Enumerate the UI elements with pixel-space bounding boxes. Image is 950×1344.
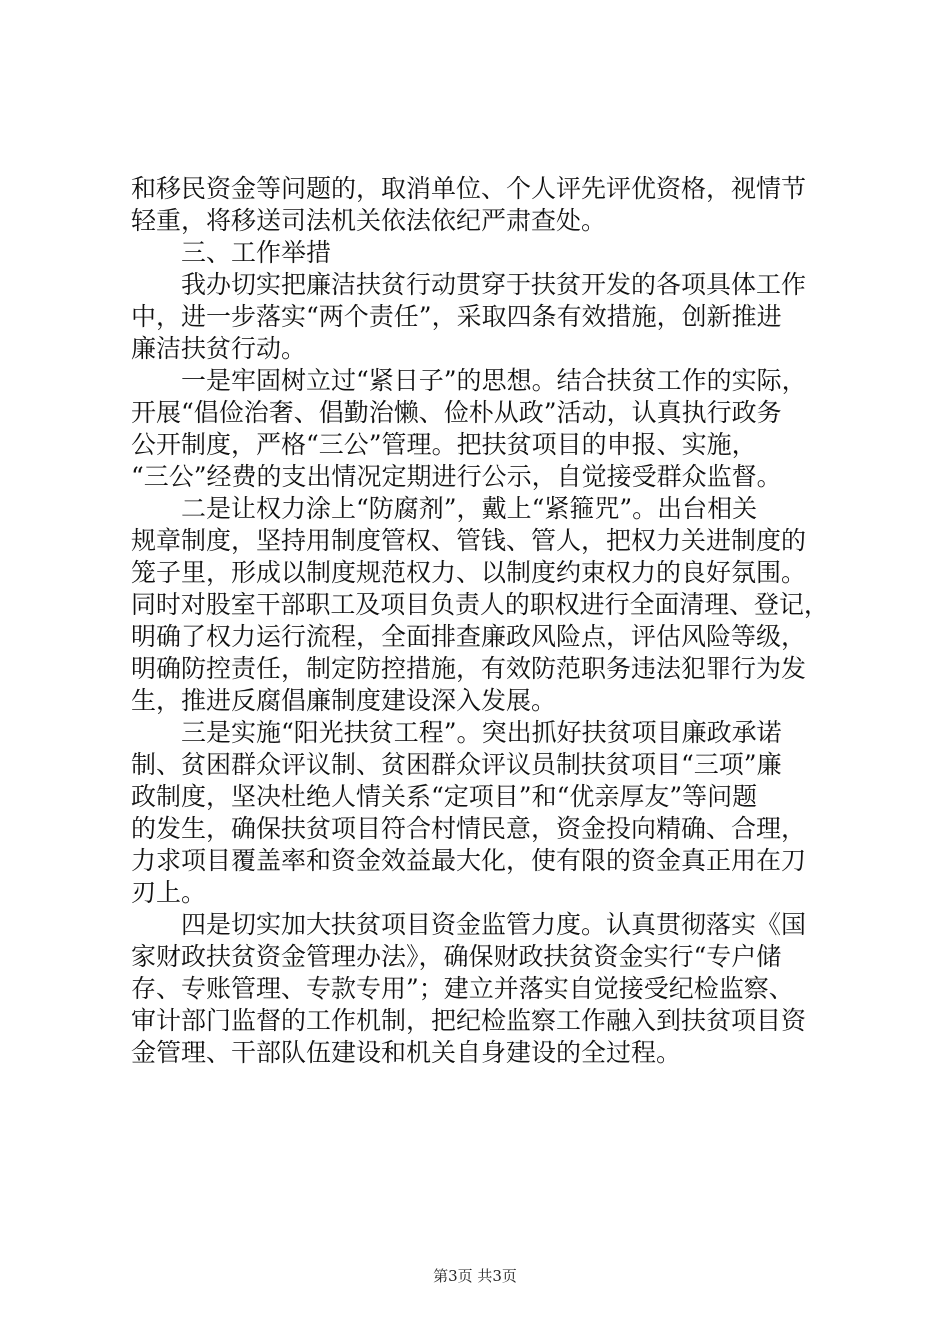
document-body <box>131 173 829 1069</box>
text-line: 明确防控责任，制定防控措施，有效防范职务违法犯罪行为发 <box>131 654 807 683</box>
text-line: 三是实施“阳光扶贫工程”。突出抓好扶贫项目廉政承诺 <box>181 718 782 747</box>
text-line: 笼子里，形成以制度规范权力、以制度约束权力的良好氛围。 <box>131 558 807 587</box>
text-line: 制、贫困群众评议制、贫困群众评议员制扶贫项目“三项”廉 <box>131 750 782 779</box>
text-line: 规章制度，坚持用制度管权、管钱、管人，把权力关进制度的 <box>131 526 807 555</box>
text-line: 中，进一步落实“两个责任”，采取四条有效措施，创新推进 <box>131 302 782 331</box>
text-line: 刃上。 <box>131 878 207 907</box>
text-line: 生，推进反腐倡廉制度建设深入发展。 <box>131 686 557 715</box>
page-footer: 第3页 共3页 <box>433 1267 517 1285</box>
text-line: 同时对股室干部职工及项目负责人的职权进行全面清理、登记， <box>131 590 829 619</box>
text-line: 明确了权力运行流程，全面排查廉政风险点，评估风险等级， <box>131 622 807 651</box>
text-line: 金管理、干部队伍建设和机关自身建设的全过程。 <box>131 1038 682 1067</box>
text-line: 廉洁扶贫行动。 <box>131 334 307 363</box>
text-line: 力求项目覆盖率和资金效益最大化，使有限的资金真正用在刀 <box>131 846 807 875</box>
text-line: 公开制度，严格“三公”管理。把扶贫项目的申报、实施， <box>131 430 757 459</box>
text-line: 家财政扶贫资金管理办法》，确保财政扶贫资金实行“专户储 <box>131 942 782 971</box>
text-line: 开展“倡俭治奢、倡勤治懒、俭朴从政”活动，认真执行政务 <box>131 398 782 427</box>
text-line: 和移民资金等问题的，取消单位、个人评先评优资格，视情节 <box>131 174 807 203</box>
text-line: 审计部门监督的工作机制，把纪检监察工作融入到扶贫项目资 <box>131 1006 807 1035</box>
text-line: 政制度，坚决杜绝人情关系“定项目”和“优亲厚友”等问题 <box>131 782 758 811</box>
text-line: 轻重，将移送司法机关依法依纪严肃查处。 <box>131 206 607 235</box>
text-line: 三、工作举措 <box>181 238 332 267</box>
text-line: 四是切实加大扶贫项目资金监管力度。认真贯彻落实《国 <box>181 910 807 939</box>
text-line: 的发生，确保扶贫项目符合村情民意，资金投向精确、合理， <box>131 814 807 843</box>
text-line: 一是牢固树立过“紧日子”的思想。结合扶贫工作的实际， <box>181 366 807 395</box>
text-line: 二是让权力涂上“防腐剂”，戴上“紧箍咒”。出台相关 <box>181 494 758 523</box>
text-line: 我办切实把廉洁扶贫行动贯穿于扶贫开发的各项具体工作 <box>181 270 807 299</box>
text-line: 存、专账管理、专款专用”；建立并落实自觉接受纪检监察、 <box>131 974 794 1003</box>
text-line: “三公”经费的支出情况定期进行公示，自觉接受群众监督。 <box>131 462 782 491</box>
